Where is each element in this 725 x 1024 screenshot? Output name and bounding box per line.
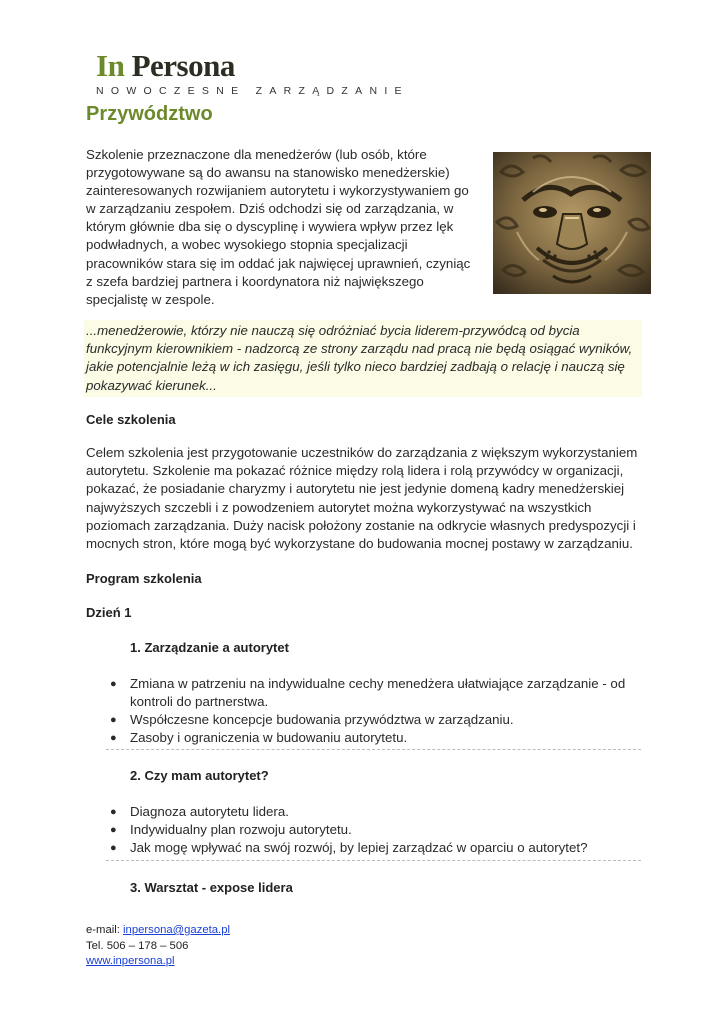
module-title: 2. Czy mam autorytet? (130, 768, 269, 783)
module-bullet-list (108, 675, 648, 747)
intro-line: podwładnych, a wobec wysokiego stopnia specjalizacji (86, 237, 408, 253)
goals-paragraph (86, 444, 646, 553)
goals-line: najwyższych szczebli i z powodzeniem autorytet można wykorzystywać na wszystkich (86, 499, 592, 515)
goals-line: poziomach zarządzania. Duży nacisk położony zostanie na odkrycie własnych predyspozycji i (86, 517, 636, 533)
program-heading: Program szkolenia (86, 571, 202, 586)
page-title: Przywództwo (86, 103, 213, 125)
bullet-icon: ● (110, 824, 117, 837)
list-item-text: Jak mogę wpływać na swój rozwój, by lepiej zarządzać w oparciu o autorytet? (130, 840, 588, 856)
goals-line: Celem szkolenia jest przygotowanie uczestników do zarządzania z większym wykorzystaniem (86, 445, 638, 460)
list-item-text: Współczesne koncepcje budowania przywództwa w zarządzaniu. (130, 712, 514, 728)
list-item (108, 711, 648, 729)
website-link[interactable]: www.inpersona.pl (86, 955, 175, 968)
quote-block (84, 320, 642, 397)
logo-wordmark (96, 50, 409, 81)
bullet-icon: ● (110, 806, 117, 818)
email-label: e-mail: (86, 924, 124, 936)
list-item-text: Indywidualny plan rozwoju autorytetu. (130, 822, 352, 838)
intro-line: pracowników stara się im oddać jak najwięcej uprawnień, czyniąc (86, 255, 471, 271)
module-title: 3. Warsztat - expose lidera (130, 880, 293, 895)
bullet-icon: ● (110, 842, 117, 855)
list-item (108, 839, 648, 857)
list-item-text: Zmiana w patrzeniu na indywidualne cechy menedżera ułatwiające zarządzanie - od (130, 676, 626, 691)
list-item (108, 729, 648, 747)
goals-heading: Cele szkolenia (86, 412, 176, 427)
dashed-divider (106, 749, 641, 750)
footer-email-row (86, 923, 230, 939)
list-item (108, 675, 648, 711)
list-item-text: Diagnoza autorytetu lidera. (130, 804, 289, 819)
intro-line: zainteresowanych rozwijaniem autorytetu i wykorzystywaniem go (86, 183, 469, 199)
footer-contact (86, 923, 230, 970)
list-item (108, 803, 648, 821)
module-bullet-list (108, 803, 648, 857)
footer-phone: Tel. 506 – 178 – 506 (86, 939, 189, 952)
intro-line: specjalistę w zespole. (86, 291, 215, 307)
intro-paragraph (86, 146, 478, 309)
intro-line: w zarządzaniu zespołem. Dziś odchodzi się od zarządzania, w (86, 201, 454, 217)
goals-line: pokazać, że posiadanie charyzmy i autorytetu nie jest jedynie domeną kadry menedżerskiej (86, 481, 625, 497)
list-item-text: Zasoby i ograniczenia w budowaniu autorytetu. (130, 730, 408, 746)
goals-line: mocnych stron, które mogą być wykorzystane do budowania mocnej postawy w zarządzaniu. (86, 536, 633, 552)
goals-line: autorytetu. Szkolenie ma pokazać różnice między rolą lidera i rolą przywódcy w organizacji, (86, 463, 624, 479)
logo-word-in: In (96, 48, 125, 83)
quote-line: funkcyjnym kierownikiem - nadzorcą ze strony zarządu nad pracą nie będą osiągać wyników, (86, 341, 633, 357)
bullet-icon: ● (110, 714, 117, 727)
quote-line: pokazywać kierunek... (86, 377, 217, 393)
list-item (108, 821, 648, 839)
intro-line: przygotowywane są do awansu na stanowisko menedżerskie) (86, 165, 450, 181)
module-title: 1. Zarządzanie a autorytet (130, 640, 289, 655)
quote-line: ...menedżerowie, którzy nie nauczą się odróżniać bycia liderem-przywódcą od bycia (86, 323, 580, 338)
quote-line: jakie potencjalnie leżą w ich zasięgu, jeśli tylko nieco bardziej zadbają o relację i nauczą się (86, 359, 625, 375)
lion-sculpture-image (493, 152, 651, 294)
intro-line: którym głównie dba się o dyscyplinę i wywiera wpływ przez lęk (86, 219, 454, 235)
in-persona-logo (96, 50, 409, 97)
dashed-divider (106, 860, 641, 861)
bullet-icon: ● (110, 732, 117, 745)
list-item-text: kontroli do partnerstwa. (130, 694, 269, 710)
email-link[interactable]: inpersona@gazeta.pl (123, 924, 230, 936)
day-heading: Dzień 1 (86, 605, 132, 620)
intro-line: z szefa bardziej partnera i koordynatora niż największego (86, 273, 424, 289)
bullet-icon: ● (110, 678, 117, 690)
logo-word-persona: Persona (131, 48, 235, 83)
intro-line: Szkolenie przeznaczone dla menedżerów (lub osób, które (86, 147, 427, 162)
footer-website-row (86, 954, 230, 970)
logo-tagline: NOWOCZESNE ZARZĄDZANIE (96, 85, 409, 97)
